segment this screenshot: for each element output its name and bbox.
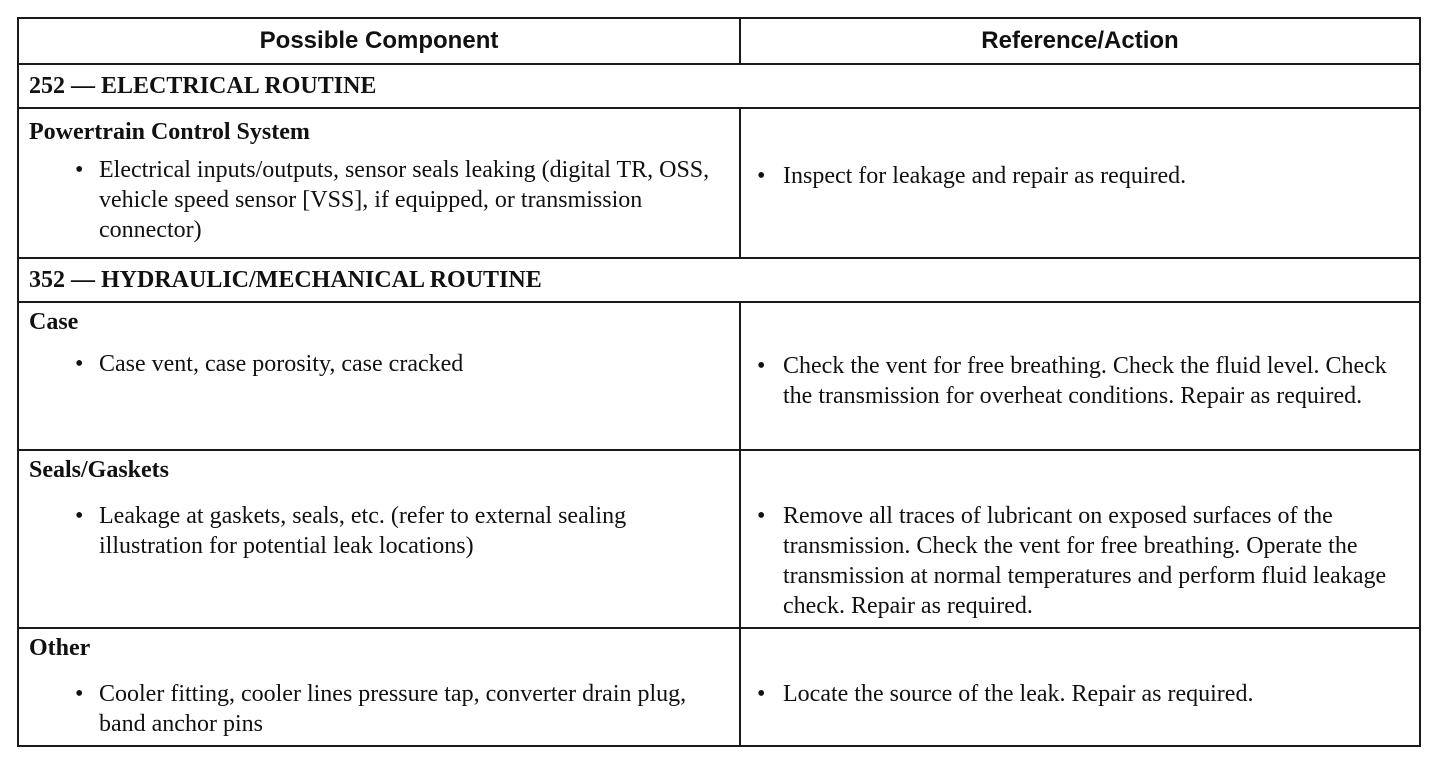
routine-title: 352 — HYDRAULIC/MECHANICAL ROUTINE bbox=[18, 258, 1420, 302]
bullet-icon: • bbox=[757, 503, 766, 529]
header-reference-action: Reference/Action bbox=[740, 18, 1420, 64]
component-item-text: Leakage at gaskets, seals, etc. (refer to external sealing illustration for potential leak locations) bbox=[99, 503, 627, 559]
component-cell bbox=[18, 450, 740, 628]
action-text: Inspect for leakage and repair as required. bbox=[783, 163, 1187, 189]
diagnosis-table bbox=[17, 17, 1421, 747]
component-item-text: Case vent, case porosity, case cracked bbox=[99, 351, 464, 377]
component-title: Seals/Gaskets bbox=[29, 457, 170, 483]
routine-row-252 bbox=[18, 64, 1420, 108]
bullet-icon: • bbox=[75, 503, 84, 529]
header-row bbox=[18, 18, 1420, 64]
component-item bbox=[19, 501, 739, 561]
routine-row-352 bbox=[18, 258, 1420, 302]
action-cell bbox=[740, 450, 1420, 628]
action-item bbox=[741, 501, 1419, 621]
action-text: Remove all traces of lubricant on exposed surfaces of the transmission. Check the vent for free breathing. Operate the transmission at normal temperatures and perform fluid leakage check. Repair as required. bbox=[783, 503, 1387, 619]
bullet-icon: • bbox=[757, 353, 766, 379]
routine-title: 252 — ELECTRICAL ROUTINE bbox=[18, 64, 1420, 108]
component-title: Case bbox=[29, 309, 79, 335]
component-item bbox=[19, 349, 739, 379]
component-item-text: Electrical inputs/outputs, sensor seals leaking (digital TR, OSS, vehicle speed sensor [VSS], if equipped, or transmission connector) bbox=[99, 157, 710, 243]
bullet-icon: • bbox=[757, 681, 766, 707]
table-row bbox=[18, 108, 1420, 258]
action-text: Locate the source of the leak. Repair as required. bbox=[783, 681, 1254, 707]
bullet-icon: • bbox=[75, 351, 84, 377]
action-item bbox=[741, 351, 1419, 411]
bullet-icon: • bbox=[757, 163, 766, 189]
component-cell bbox=[18, 628, 740, 746]
component-title: Powertrain Control System bbox=[29, 119, 310, 145]
table-row bbox=[18, 628, 1420, 746]
action-item bbox=[741, 679, 1419, 709]
component-title: Other bbox=[29, 635, 91, 661]
component-cell bbox=[18, 302, 740, 450]
component-item bbox=[19, 679, 739, 739]
action-item bbox=[741, 161, 1419, 191]
table-row bbox=[18, 450, 1420, 628]
component-item-text: Cooler fitting, cooler lines pressure tap, converter drain plug, band anchor pins bbox=[99, 681, 687, 737]
action-cell bbox=[740, 108, 1420, 258]
action-cell bbox=[740, 628, 1420, 746]
header-possible-component: Possible Component bbox=[18, 18, 740, 64]
table-row bbox=[18, 302, 1420, 450]
component-cell bbox=[18, 108, 740, 258]
action-text: Check the vent for free breathing. Check the fluid level. Check the transmission for overheat conditions. Repair as required. bbox=[783, 353, 1387, 409]
bullet-icon: • bbox=[75, 681, 84, 707]
component-item bbox=[19, 155, 739, 245]
bullet-icon: • bbox=[75, 157, 84, 183]
action-cell bbox=[740, 302, 1420, 450]
